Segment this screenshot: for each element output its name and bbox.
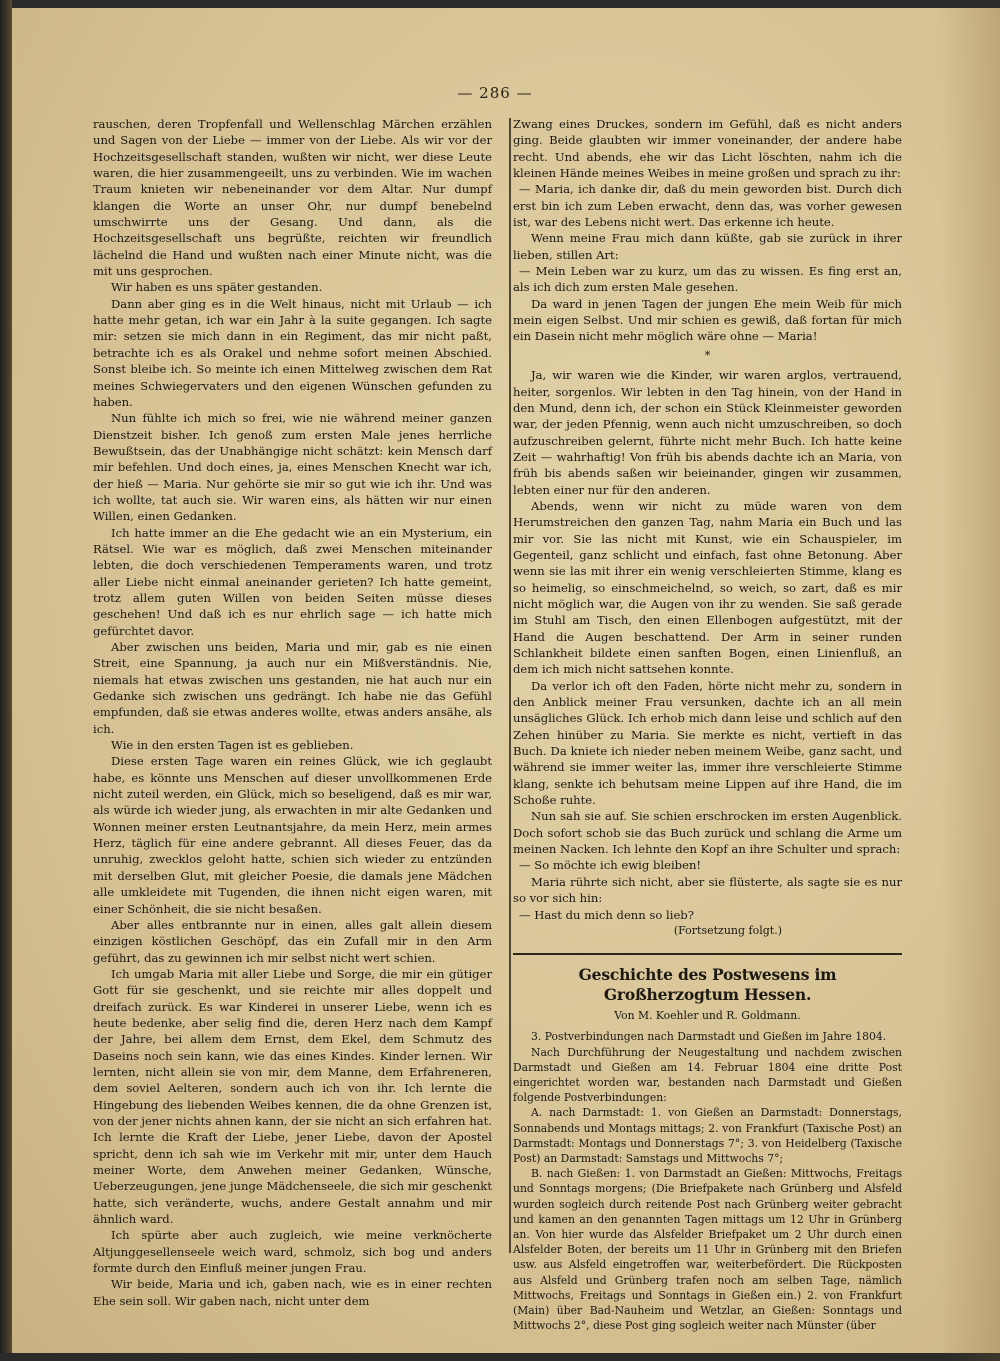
article-authors: Von M. Koehler und R. Goldmann. [614,1009,801,1023]
paragraph: Aber alles entbrannte nur in einen, alles galt allein diesem einzigen köstlichen Geschöpf, das ein Zufall mir in den Arm geführt, das zu gewinnen ich mir selbst nicht wert schien. [93,917,492,965]
paragraph: Da ward in jenen Tagen der jungen Ehe mein Weib für mich mein eigen Selbst. Und mir schien es gewiß, daß fortan für mich ein Dasein nicht mehr möglich wäre ohne — Maria! [513,296,902,344]
left-column [93,116,492,1309]
article-intro: Nach Durchführung der Neugestaltung und nachdem zwischen Darmstadt und Gießen am 14. Februar 1804 eine dritte Post eingerichtet worden war, bestanden nach Darmstadt und Gießen folgende Postverbindungen: [513,1045,902,1105]
paragraph: Ich hatte immer an die Ehe gedacht wie an ein Mysterium, ein Rätsel. Wie war es möglich, daß zwei Menschen miteinander lebten, die doch verschiedenen Temperaments waren, und trotz aller Liebe nicht einmal aneinander gerieten? Ich hatte gemeint, trotz allem guten Willen von beiden Seiten müsse dieses geschehen! Und daß ich es nur ehrlich sage — ich hatte mich gefürchtet davor. [93,525,492,638]
paragraph: — Maria, ich danke dir, daß du mein geworden bist. Durch dich erst bin ich zum Leben erwacht, denn das, was vorher gewesen ist, war des Lebens nicht wert. Das erkenne ich heute. [513,182,902,230]
paragraph: Wir haben es uns später gestanden. [111,280,323,295]
paragraph: — Mein Leben war zu kurz, um das zu wissen. Es fing erst an, als ich dich zum ersten Male gesehen. [513,264,902,295]
paragraph: Abends, wenn wir nicht zu müde waren von dem Herumstreichen den ganzen Tag, nahm Maria ein Buch und las mir vor. Sie las nicht mit Kunst, wie ein Schauspieler, im Gegenteil, ganz schlicht und einfach, fast ohne Betonung. Aber wenn sie las mit ihrer ein wenig verschleierten Stimme, klang es so heimelig, so einschmeichelnd, so weich, so zart, daß es mir nicht möglich war, die Augen von ihr zu wenden. Sie saß gerade im Stuhl am Tisch, den einen Ellenbogen aufgestützt, mit der Hand die Augen beschattend. Der Arm in seiner runden Schlankheit bildete einen sanften Bogen, einen Linienfluß, an dem ich mich nicht sattsehen konnte. [513,498,902,677]
section-rule [513,953,902,955]
paragraph: Zwang eines Druckes, sondern im Gefühl, daß es nicht anders ging. Beide glaubten wir immer voneinander, der andere habe recht. Und abends, ehe wir das Licht löschten, nahm ich die kleinen Hände meines Weibes in meine großen und sprach zu ihr: [513,117,902,181]
paragraph: Diese ersten Tage waren ein reines Glück, wie ich geglaubt habe, es könnte uns Menschen auf dieser unvollkommenen Erde nicht zuteil werden, ein Glück, mich so beseligend, daß es mir war, als würde ich wieder jung, als erwachten in mir alte Gedanken und Wonnen meiner ersten Leutnantsjahre, da mein Herz, mein armes Herz, täglich für eine andere gebrannt. All dieses Feuer, das da unruhig, zwecklos geloht hatte, schien sich wieder zu entzünden mit derselben Glut, mit gleicher Poesie, die damals jene Mädchen alle umkleidete mit Tugenden, die ihnen nicht eigen waren, mit einer Schönheit, die sie nicht besaßen. [93,754,492,916]
paragraph: Dann aber ging es in die Welt hinaus, nicht mit Urlaub — ich hatte mehr getan, ich war ein Jahr à la suite gegangen. Ich sagte mir: setzen sie mich dann in ein Regiment, das mir nicht paßt, betrachte ich es als Orakel und nehme sofort meinen Abschied. Sonst bleibe ich. So meinte ich einen Mittelweg zwischen dem Rat meines Schwiegervaters und den eigenen Wünschen gefunden zu haben. [93,296,492,409]
continuation-note: (Fortsetzung folgt.) [673,923,782,937]
column-divider [509,118,511,1253]
paragraph: Ich umgab Maria mit aller Liebe und Sorge, die mir ein gütiger Gott für sie geschenkt, und sie reichte mir alles doppelt und dreifach zurück. Es war Kinderei in unserer Liebe, wenn ich es heute bedenke, aber selig find die, deren Herz nach dem Kampf der Jahre, bei allem dem Ernst, dem Ekel, dem Schmutz des Daseins noch sein kann, wie das eines Kindes. Kinder lernen. Wir lernten, nicht allein sie von mir, dem Manne, dem Erfahreneren, dem soviel Aelteren, sondern auch ich von ihr. Ich lernte die Hingebung des liebenden Weibes kennen, die da ohne Grenzen ist, von der jener nichts ahnen kann, der sie nicht an sich erfahren hat. Ich lernte die Kraft der Liebe, jener Liebe, davon der Apostel spricht, denn ich sah wie im Verkehr mit mir, unter dem Hauch meiner Worte, dem Anwehen meiner Gedanken, Wünsche, Ueberzeugungen, jene junge Mädchenseele, die sich mir geschenkt hatte, sich veränderte, wuchs, andere Gestalt annahm und mir ähnlich ward. [93,966,492,1227]
paragraph: Maria rührte sich nicht, aber sie flüsterte, als sagte sie es nur so vor sich hin: [513,874,902,906]
page-edge-shading [940,8,1000,1361]
article-item-a: A. nach Darmstadt: 1. von Gießen an Darmstadt: Donnerstags, Sonnabends und Montags mittags; 2. von Frankfurt (Taxische Post) an Darmstadt: Montags und Donnerstags 7°; 3. von Heidelberg (Taxische Post) an Darmstadt: Samstags und Mittwochs 7°; [513,1106,902,1166]
page-number-value: 286 [479,84,511,102]
paragraph: rauschen, deren Tropfenfall und Wellenschlag Märchen erzählen und Sagen von der Liebe — immer von der Liebe. Als wir vor der Hochzeitsgesellschaft standen, wußten wir nicht, wer diese Leute waren, die hier zusammengeeilt, uns zu verbinden. Wie im wachen Traum knieten wir nebeneinander vor dem Altar. Nur dumpf klangen die Worte an unser Ohr, nur dumpf benebelnd umschwirrte uns der Gesang. Und dann, als die Hochzeitsgesellschaft uns begrüßte, reichten wir freundlich lächelnd die Hand und wußten nach einer Minute nicht, was die mit uns gesprochen. [93,117,492,279]
paragraph: — Hast du mich denn so lieb? [519,907,694,922]
page-number: — 286 — [457,84,533,102]
paragraph: Aber zwischen uns beiden, Maria und mir, gab es nie einen Streit, eine Spannung, ja auch nur ein Mißverständnis. Nie, niemals hat etwas zwischen uns gestanden, nie hat auch nur ein Gedanke sich zwischen uns gedrängt. Ich habe nie das Gefühl empfunden, daß sie etwas anderes wollte, etwas anders ansähe, als ich. [93,640,492,736]
paragraph: Ja, wir waren wie die Kinder, wir waren arglos, vertrauend, heiter, sorgenlos. Wir lebten in den Tag hinein, von der Hand in den Mund, denn ich, der schon ein Stück Kleinmeister geworden war, der jeden Pfennig, wenn auch nicht umzuschreiben, so doch aufzuschreiben gelernt, führte nicht mehr Buch. Ich hatte keine Zeit — wahrhaftig! Von früh bis abends dachte ich an Maria, von früh bis abends saßen wir beieinander, gingen wir zusammen, lebten einer nur für den anderen. [513,368,902,497]
right-column [513,116,902,1333]
paragraph: Wir beide, Maria und ich, gaben nach, wie es in einer rechten Ehe sein soll. Wir gaben nach, nicht unter dem [93,1277,492,1308]
paragraph: Nun fühlte ich mich so frei, wie nie während meiner ganzen Dienstzeit bisher. Ich genoß zum ersten Male jenes herrliche Bewußtsein, das der Unabhängige nicht schätzt: kein Mensch darf mir befehlen. Und doch eines, ja, eines Menschen Knecht war ich, der hieß — Maria. Nur gehörte sie mir so gut wie ich ihr. Und was ich wollte, tat auch sie. Wir waren eins, als hätten wir nur einen Willen, einen Gedanken. [93,411,492,524]
paragraph: Wie in den ersten Tagen ist es geblieben. [111,738,354,753]
article-item-b: B. nach Gießen: 1. von Darmstadt an Gießen: Mittwochs, Freitags und Sonntags morgens; (Die Briefpakete nach Grünberg und Alsfeld wurden sogleich durch reitende Post nach Grünberg weiter gebracht und kamen an den genannten Tagen mittags um 12 Uhr in Grünberg an. Von hier wurde das Alsfelder Briefpaket um 2 Uhr durch einen Alsfelder Boten, der bereits um 11 Uhr in Grünberg mit den Briefen usw. aus Alsfeld eingetroffen war, weiterbefördert. Die Rückposten aus Alsfeld und Grünberg trafen noch am selben Tage, nämlich Mittwochs, Freitags und Sonntags in Gießen ein.) 2. von Frankfurt (Main) über Bad-Nauheim und Wetzlar, an Gießen: Sonntags und Mittwochs 2°, diese Post ging sogleich weiter nach Münster (über [513,1167,902,1333]
paragraph: — So möchte ich ewig bleiben! [519,858,702,873]
article-section: 3. Postverbindungen nach Darmstadt und Gießen im Jahre 1804. [531,1030,887,1044]
paragraph: Ich spürte aber auch zugleich, wie meine verknöcherte Altjunggesellenseele weich ward, schmolz, sich bog und anders formte durch den Einfluß meiner jungen Frau. [93,1228,492,1276]
paragraph: Da verlor ich oft den Faden, hörte nicht mehr zu, sondern in den Anblick meiner Frau versunken, dachte ich an all mein unsägliches Glück. Ich erhob mich dann leise und schlich auf den Zehen hinüber zu Maria. Sie merkte es nicht, vertieft in das Buch. Da kniete ich nieder neben meinem Weibe, ganz sacht, und während sie immer weiter las, immer ihre verschleierte Stimme klang, senkte ich behutsam meine Lippen auf ihre Hand, die im Schoße ruhte. [513,678,902,808]
paragraph: Nun sah sie auf. Sie schien erschrocken im ersten Augenblick. Doch sofort schob sie das Buch zurück und schlang die Arme um meinen Nacken. Ich lehnte den Kopf an ihre Schulter und sprach: [513,809,902,857]
article-title: Geschichte des Postwesens im Großherzogtum Hessen. [578,965,837,1005]
section-star: * [704,347,711,362]
paragraph: Wenn meine Frau mich dann küßte, gab sie zurück in ihrer lieben, stillen Art: [513,231,902,262]
book-spine [0,0,12,1353]
